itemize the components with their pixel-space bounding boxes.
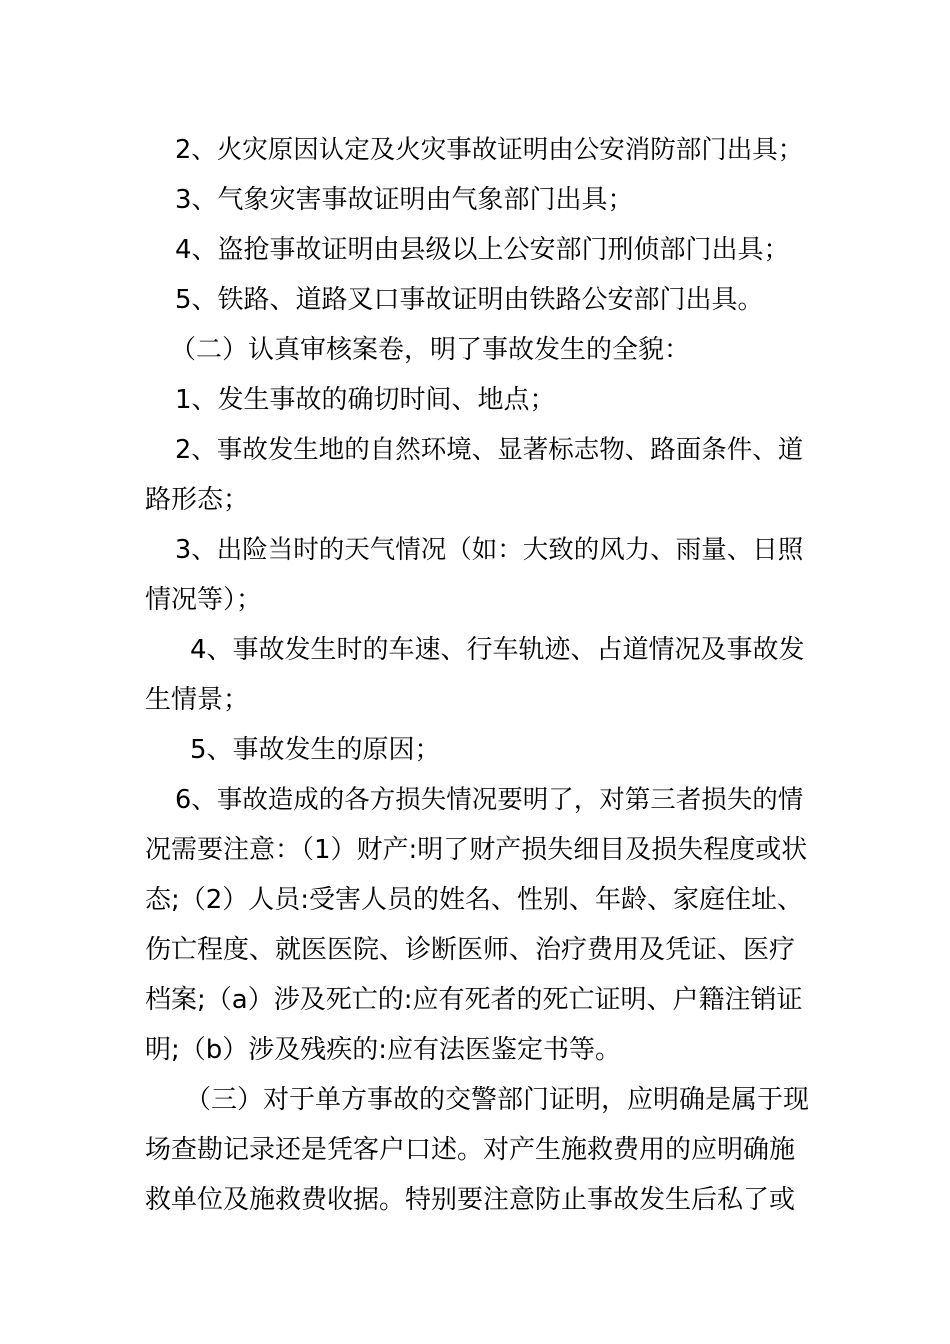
paragraph-line: 2、火灾原因认定及火灾事故证明由公安消防部门出具； [175, 135, 804, 165]
paragraph-line: 生情景； [145, 685, 250, 715]
paragraph-line: 3、出险当时的天气情况（如：大致的风力、雨量、日照 [175, 535, 804, 565]
paragraph-line: 6、事故造成的各方损失情况要明了，对第三者损失的情 [175, 785, 804, 815]
paragraph-line: 档案;（a）涉及死亡的:应有死者的死亡证明、户籍注销证 [145, 985, 803, 1015]
paragraph-line: 态;（2）人员:受害人员的姓名、性别、年龄、家庭住址、 [145, 885, 804, 915]
paragraph-line: 1、发生事故的确切时间、地点； [175, 385, 556, 415]
paragraph-line: 4、事故发生时的车速、行车轨迹、占道情况及事故发 [190, 635, 805, 665]
paragraph-line: 明;（b）涉及残疾的:应有法医鉴定书等。 [145, 1035, 622, 1065]
paragraph-line: 路形态； [145, 485, 250, 515]
paragraph-line: 4、盗抢事故证明由县级以上公安部门刑侦部门出具； [175, 235, 790, 265]
section-heading: （三）对于单方事故的交警部门证明，应明确是属于现 [185, 1085, 810, 1115]
paragraph-line: 伤亡程度、就医医院、诊断医师、治疗费用及凭证、医疗 [145, 935, 796, 965]
paragraph-line: 情况等）； [145, 585, 263, 615]
paragraph-line: 2、事故发生地的自然环境、显著标志物、路面条件、道 [175, 435, 804, 465]
paragraph-line: 5、铁路、道路叉口事故证明由铁路公安部门出具。 [175, 285, 764, 315]
section-heading: （二）认真审核案卷，明了事故发生的全貌： [170, 335, 691, 365]
paragraph-line: 救单位及施救费收据。特别要注意防止事故发生后私了或 [145, 1185, 796, 1215]
paragraph-line: 场查勘记录还是凭客户口述。对产生施救费用的应明确施 [145, 1135, 796, 1165]
paragraph-line: 3、气象灾害事故证明由气象部门出具； [175, 185, 634, 215]
paragraph-line: 5、事故发生的原因； [190, 735, 441, 765]
paragraph-line: 况需要注意：（1）财产:明了财产损失细目及损失程度或状 [145, 835, 808, 865]
